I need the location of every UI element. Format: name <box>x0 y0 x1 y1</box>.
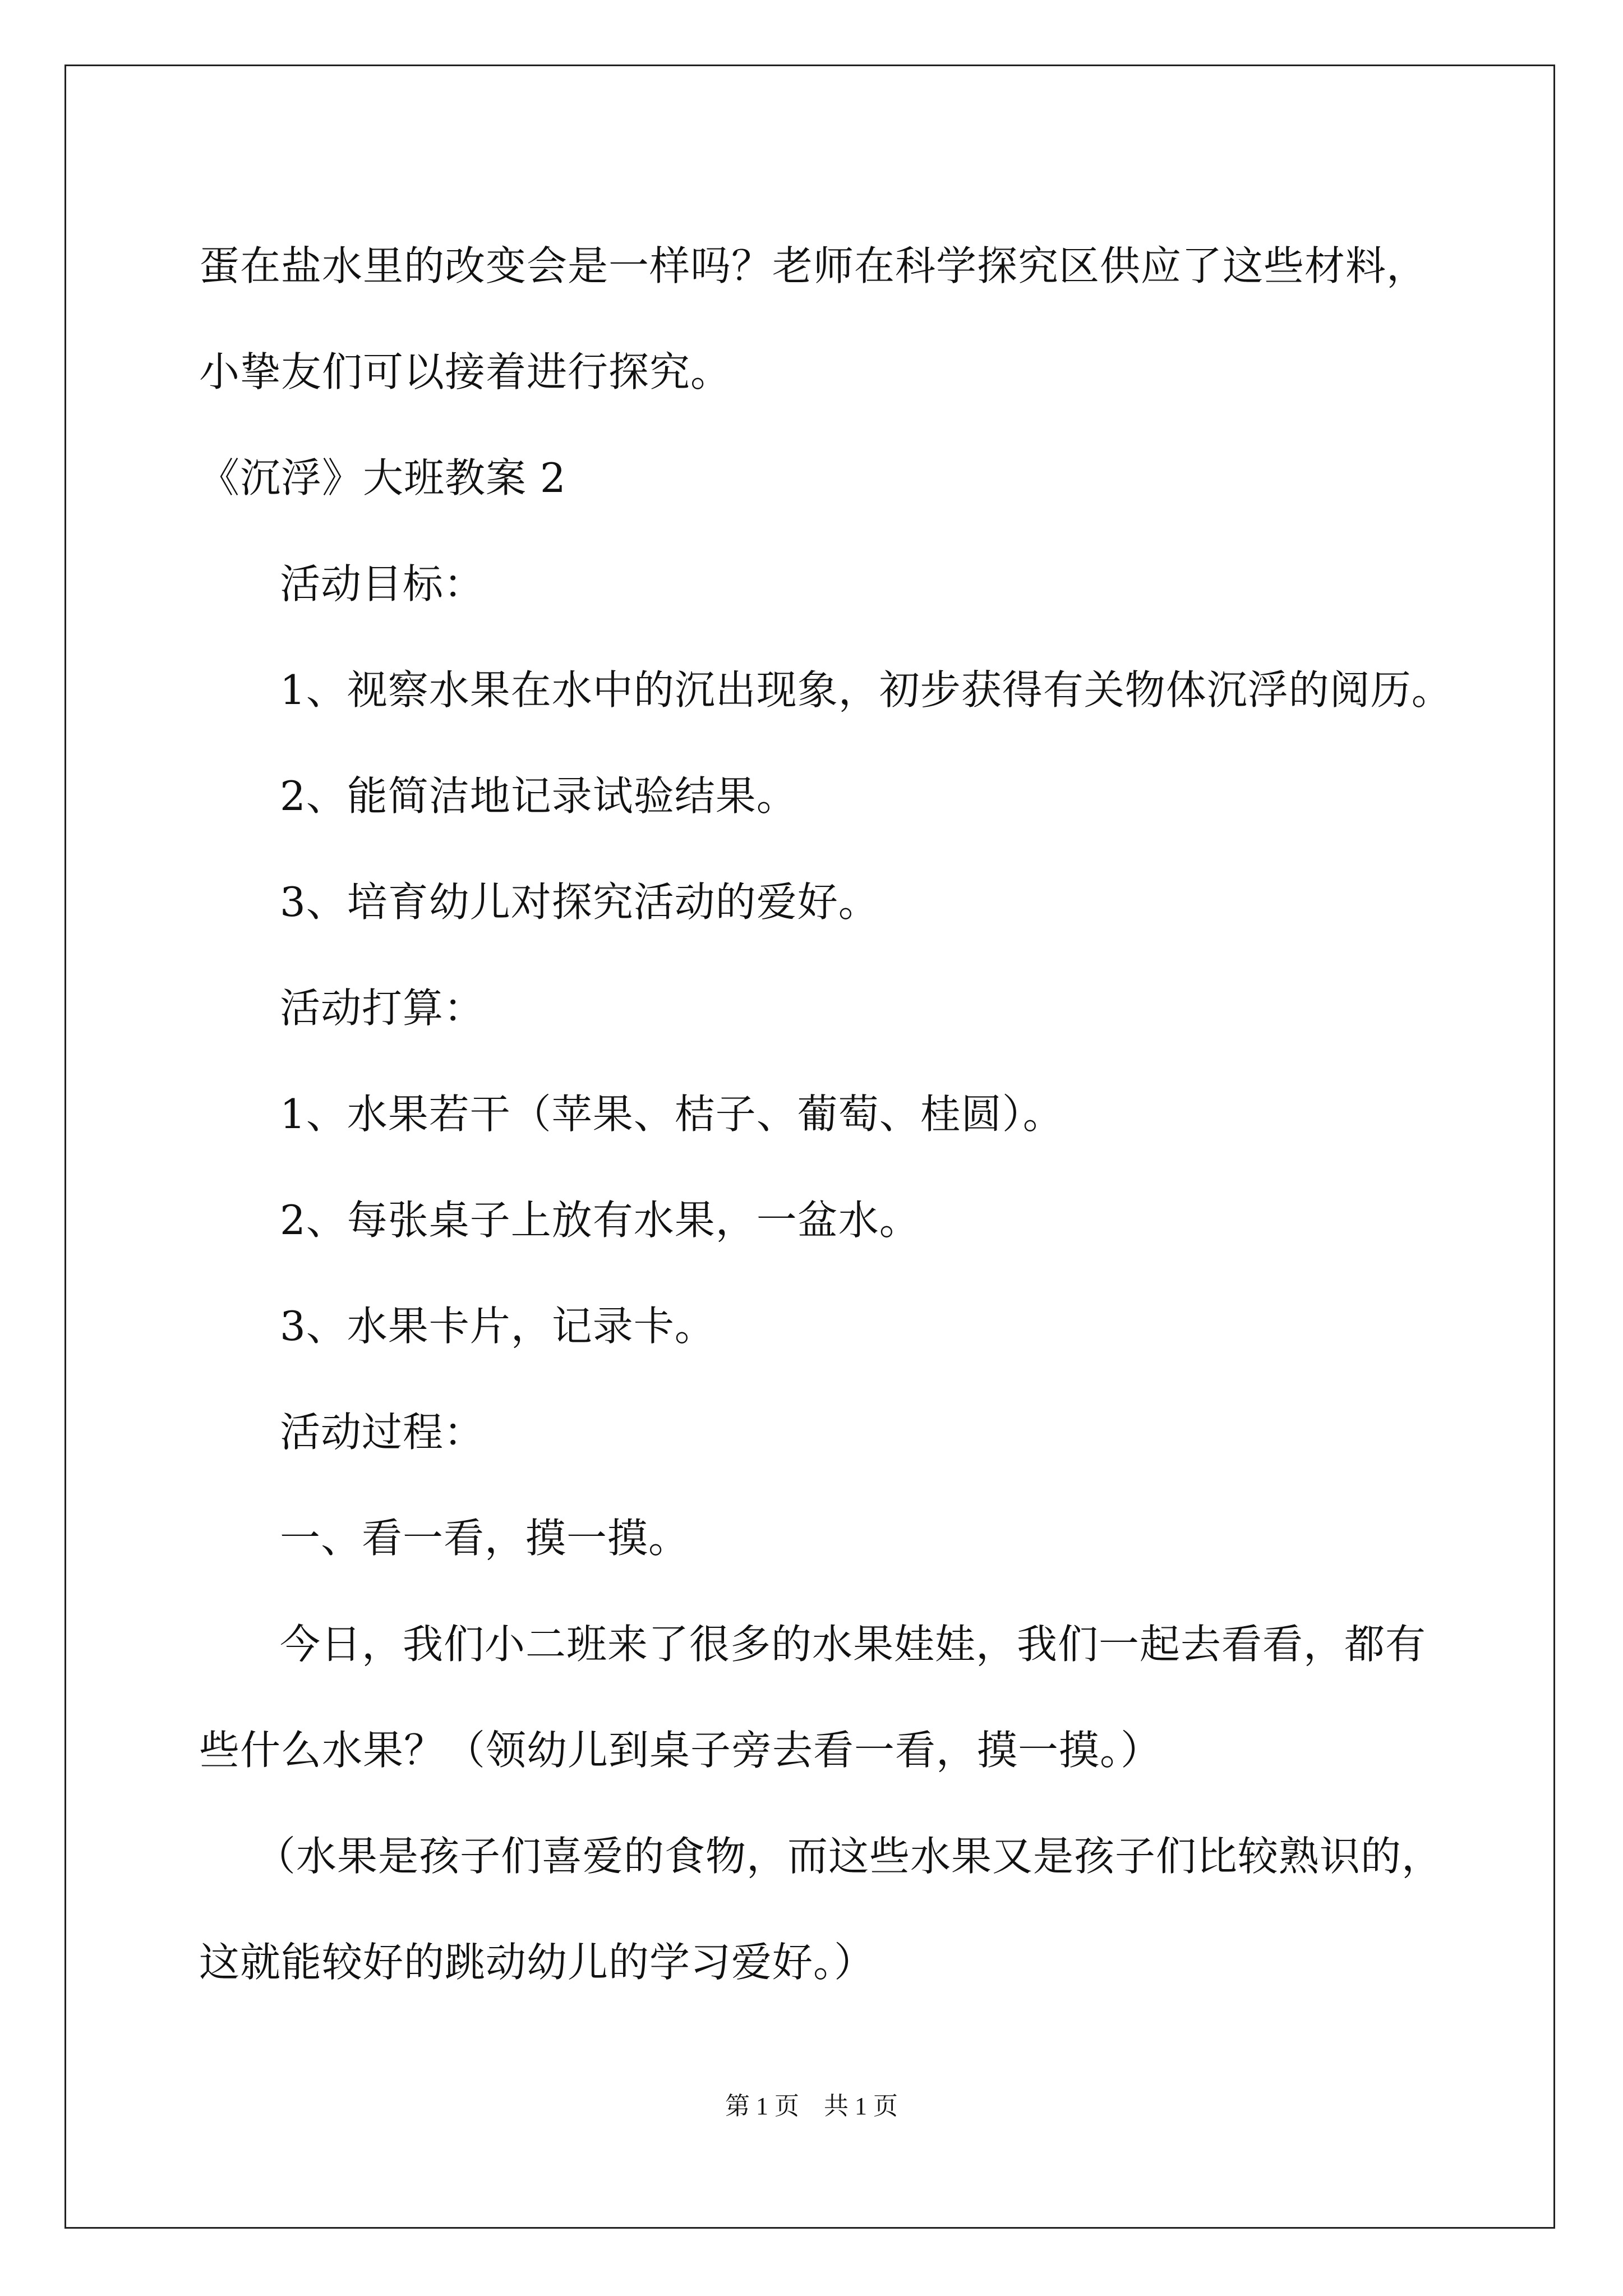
heading-activity-preparation: 活动打算： <box>280 984 485 1032</box>
list-item: 3、水果卡片，记录卡。 <box>280 1303 716 1350</box>
step-title: 一、看一看，摸一摸。 <box>280 1515 690 1562</box>
list-item: 3、培育幼儿对探究活动的爱好。 <box>280 878 879 926</box>
page-footer: 第 1 页 共 1 页 <box>725 2092 898 2120</box>
heading-activity-goals: 活动目标： <box>280 560 485 608</box>
paragraph-line: 今日，我们小二班来了很多的水果娃娃，我们一起去看看，都有 <box>280 1621 1427 1668</box>
list-item: 2、每张桌子上放有水果，一盆水。 <box>280 1197 920 1244</box>
section-title: 《沉浮》大班教案 2 <box>199 454 566 501</box>
heading-activity-process: 活动过程： <box>280 1409 485 1456</box>
paragraph-line: 蛋在盐水里的改变会是一样吗？老师在科学探究区供应了这些材料， <box>199 242 1428 289</box>
paragraph-line: 些什么水果？（领幼儿到桌子旁去看一看，摸一摸。） <box>199 1727 1162 1774</box>
list-item: 1、水果若干（苹果、桔子、葡萄、桂圆）。 <box>280 1091 1064 1138</box>
list-item: 1、视察水果在水中的沉出现象，初步获得有关物体沉浮的阅历。 <box>280 666 1453 714</box>
list-item: 2、能简洁地记录试验结果。 <box>280 772 797 820</box>
paragraph-line: （水果是孩子们喜爱的食物，而这些水果又是孩子们比较熟识的， <box>255 1833 1443 1880</box>
paragraph-line: 这就能较好的跳动幼儿的学习爱好。） <box>199 1939 875 1986</box>
paragraph-line: 小挚友们可以接着进行探究。 <box>199 348 732 395</box>
document-body <box>199 213 1455 2016</box>
